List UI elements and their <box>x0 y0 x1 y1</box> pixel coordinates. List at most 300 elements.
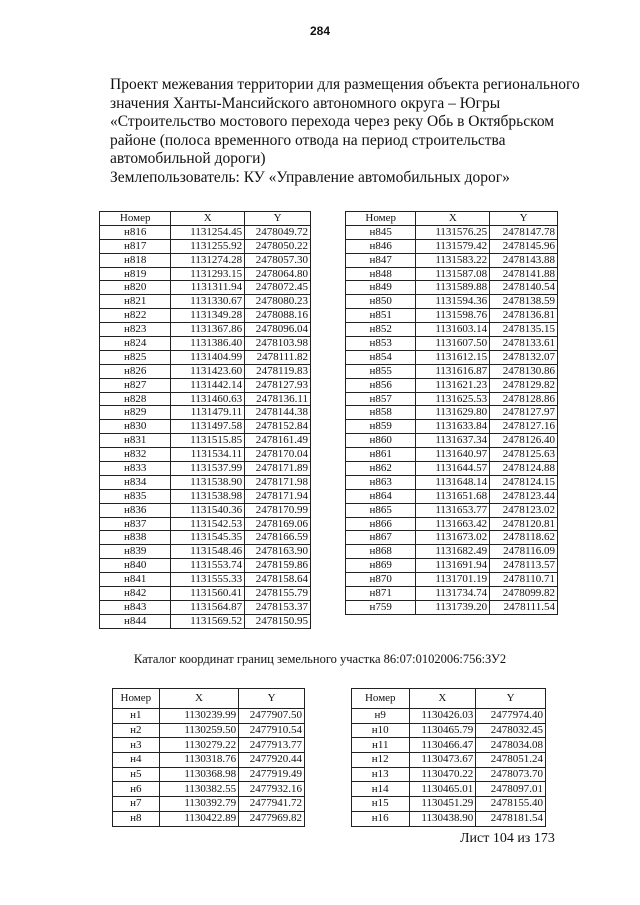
point-number: н14 <box>352 782 410 797</box>
y-coordinate: 2478181.54 <box>476 811 546 826</box>
header-line: значения Ханты-Мансийского автономного округа – Югры <box>110 94 501 112</box>
y-coordinate: 2478140.54 <box>490 281 558 295</box>
column-header-y: Y <box>245 212 311 226</box>
table-row <box>100 462 311 476</box>
table-row <box>346 392 558 406</box>
table-row <box>100 600 311 614</box>
x-coordinate: 1131255.92 <box>171 239 245 253</box>
table-row <box>100 337 311 351</box>
point-number: н820 <box>100 281 171 295</box>
point-number: н833 <box>100 462 171 476</box>
point-number: н866 <box>346 517 416 531</box>
table-row <box>346 503 558 517</box>
x-coordinate: 1131673.02 <box>416 531 490 545</box>
y-coordinate: 2477913.77 <box>239 738 305 753</box>
point-number: н821 <box>100 295 171 309</box>
point-number: н819 <box>100 267 171 281</box>
point-number: н7 <box>113 797 160 812</box>
y-coordinate: 2478129.82 <box>490 378 558 392</box>
table-row <box>346 489 558 503</box>
point-number: н861 <box>346 448 416 462</box>
y-coordinate: 2478144.38 <box>245 406 311 420</box>
table-row <box>100 378 311 392</box>
point-number: н840 <box>100 559 171 573</box>
point-number: н823 <box>100 323 171 337</box>
table-row <box>113 782 305 797</box>
x-coordinate: 1131640.97 <box>416 448 490 462</box>
column-header-x: X <box>159 689 239 709</box>
y-coordinate: 2478171.94 <box>245 489 311 503</box>
coordinates-table-2-right <box>351 688 546 827</box>
x-coordinate: 1131589.88 <box>416 281 490 295</box>
table-row <box>346 309 558 323</box>
x-coordinate: 1131545.35 <box>171 531 245 545</box>
table-row <box>113 797 305 812</box>
table-row <box>100 448 311 462</box>
point-number: н822 <box>100 309 171 323</box>
x-coordinate: 1131583.22 <box>416 253 490 267</box>
point-number: н10 <box>352 723 410 738</box>
point-number: н835 <box>100 489 171 503</box>
y-coordinate: 2478128.86 <box>490 392 558 406</box>
column-header-x: X <box>171 212 245 226</box>
x-coordinate: 1131637.34 <box>416 434 490 448</box>
point-number: н847 <box>346 253 416 267</box>
column-header-x: X <box>409 689 476 709</box>
table-row <box>113 767 305 782</box>
point-number: н9 <box>352 709 410 724</box>
point-number: н3 <box>113 738 160 753</box>
table-row <box>346 267 558 281</box>
y-coordinate: 2478158.64 <box>245 573 311 587</box>
table-row <box>100 309 311 323</box>
table-row <box>346 378 558 392</box>
y-coordinate: 2478103.98 <box>245 337 311 351</box>
y-coordinate: 2478170.99 <box>245 503 311 517</box>
point-number: н834 <box>100 475 171 489</box>
y-coordinate: 2478132.07 <box>490 350 558 364</box>
y-coordinate: 2478120.81 <box>490 517 558 531</box>
y-coordinate: 2478147.78 <box>490 225 558 239</box>
x-coordinate: 1131540.36 <box>171 503 245 517</box>
x-coordinate: 1130259.50 <box>159 723 239 738</box>
y-coordinate: 2477907.50 <box>239 709 305 724</box>
table-caption: Каталог координат границ земельного участка 86:07:0102006:756:ЗУ2 <box>133 652 507 666</box>
x-coordinate: 1131651.68 <box>416 489 490 503</box>
table-row <box>113 811 305 826</box>
y-coordinate: 2478116.09 <box>490 545 558 559</box>
y-coordinate: 2478111.54 <box>490 600 558 614</box>
x-coordinate: 1130368.98 <box>159 767 239 782</box>
point-number: н11 <box>352 738 410 753</box>
point-number: н830 <box>100 420 171 434</box>
y-coordinate: 2478049.72 <box>245 225 311 239</box>
y-coordinate: 2477920.44 <box>239 753 305 768</box>
column-header-number: Номер <box>113 689 160 709</box>
page-number: 284 <box>309 24 331 38</box>
coordinates-table-1-right <box>345 211 558 615</box>
y-coordinate: 2478123.02 <box>490 503 558 517</box>
header-line: «Строительство мостового перехода через реку Обь в Октябрьском <box>110 113 555 131</box>
y-coordinate: 2478124.88 <box>490 462 558 476</box>
y-coordinate: 2478096.04 <box>245 323 311 337</box>
point-number: н832 <box>100 448 171 462</box>
y-coordinate: 2478153.37 <box>245 600 311 614</box>
table-row <box>100 475 311 489</box>
table-row <box>113 753 305 768</box>
y-coordinate: 2478126.40 <box>490 434 558 448</box>
header-line: районе (полоса временного отвода на период строительства <box>110 131 506 149</box>
x-coordinate: 1130279.22 <box>159 738 239 753</box>
table-row <box>346 295 558 309</box>
point-number: н2 <box>113 723 160 738</box>
x-coordinate: 1131734.74 <box>416 587 490 601</box>
table-row <box>100 573 311 587</box>
table-row <box>100 225 311 239</box>
point-number: н867 <box>346 531 416 545</box>
x-coordinate: 1131603.14 <box>416 323 490 337</box>
y-coordinate: 2478163.90 <box>245 545 311 559</box>
point-number: н860 <box>346 434 416 448</box>
x-coordinate: 1130426.03 <box>409 709 476 724</box>
x-coordinate: 1131579.42 <box>416 239 490 253</box>
point-number: н828 <box>100 392 171 406</box>
table-row <box>346 350 558 364</box>
point-number: н863 <box>346 475 416 489</box>
table-row <box>352 782 546 797</box>
point-number: н826 <box>100 364 171 378</box>
y-coordinate: 2478170.04 <box>245 448 311 462</box>
point-number: н6 <box>113 782 160 797</box>
y-coordinate: 2478032.45 <box>476 723 546 738</box>
table-row <box>346 281 558 295</box>
table-row <box>100 239 311 253</box>
y-coordinate: 2478152.84 <box>245 420 311 434</box>
y-coordinate: 2478057.30 <box>245 253 311 267</box>
table-row <box>113 709 305 724</box>
table-row <box>100 350 311 364</box>
table-row <box>100 420 311 434</box>
table-row <box>100 323 311 337</box>
y-coordinate: 2478080.23 <box>245 295 311 309</box>
x-coordinate: 1131616.87 <box>416 364 490 378</box>
x-coordinate: 1131537.99 <box>171 462 245 476</box>
point-number: н4 <box>113 753 160 768</box>
y-coordinate: 2478127.97 <box>490 406 558 420</box>
y-coordinate: 2478136.81 <box>490 309 558 323</box>
point-number: н12 <box>352 753 410 768</box>
y-coordinate: 2478161.49 <box>245 434 311 448</box>
y-coordinate: 2477932.16 <box>239 782 305 797</box>
table-row <box>113 738 305 753</box>
table-row <box>100 392 311 406</box>
table-row <box>346 545 558 559</box>
table-row <box>346 225 558 239</box>
y-coordinate: 2477919.49 <box>239 767 305 782</box>
table-row <box>346 559 558 573</box>
x-coordinate: 1131555.33 <box>171 573 245 587</box>
table-row <box>100 364 311 378</box>
point-number: н864 <box>346 489 416 503</box>
y-coordinate: 2477941.72 <box>239 797 305 812</box>
x-coordinate: 1131598.76 <box>416 309 490 323</box>
x-coordinate: 1131739.20 <box>416 600 490 614</box>
table-row <box>100 559 311 573</box>
y-coordinate: 2478111.82 <box>245 350 311 364</box>
point-number: н16 <box>352 811 410 826</box>
y-coordinate: 2478099.82 <box>490 587 558 601</box>
table-row <box>100 489 311 503</box>
y-coordinate: 2478169.06 <box>245 517 311 531</box>
x-coordinate: 1131423.60 <box>171 364 245 378</box>
point-number: н759 <box>346 600 416 614</box>
header-line: Проект межевания территории для размещения объекта регионального <box>110 76 580 93</box>
x-coordinate: 1130422.89 <box>159 811 239 826</box>
point-number: н817 <box>100 239 171 253</box>
table-row <box>352 811 546 826</box>
y-coordinate: 2478088.16 <box>245 309 311 323</box>
x-coordinate: 1131701.19 <box>416 573 490 587</box>
point-number: н13 <box>352 767 410 782</box>
table-row <box>346 323 558 337</box>
table-row <box>352 723 546 738</box>
x-coordinate: 1131404.99 <box>171 350 245 364</box>
point-number: н857 <box>346 392 416 406</box>
table-row <box>346 253 558 267</box>
table-row <box>346 239 558 253</box>
x-coordinate: 1131644.57 <box>416 462 490 476</box>
y-coordinate: 2478171.98 <box>245 475 311 489</box>
table-row <box>100 517 311 531</box>
x-coordinate: 1131330.67 <box>171 295 245 309</box>
x-coordinate: 1131564.87 <box>171 600 245 614</box>
table-row <box>346 573 558 587</box>
table-row <box>346 364 558 378</box>
x-coordinate: 1131274.28 <box>171 253 245 267</box>
table-row <box>352 738 546 753</box>
y-coordinate: 2478034.08 <box>476 738 546 753</box>
table-row <box>100 587 311 601</box>
y-coordinate: 2477969.82 <box>239 811 305 826</box>
x-coordinate: 1130392.79 <box>159 797 239 812</box>
table-row <box>346 406 558 420</box>
y-coordinate: 2478073.70 <box>476 767 546 782</box>
x-coordinate: 1131311.94 <box>171 281 245 295</box>
y-coordinate: 2478145.96 <box>490 239 558 253</box>
point-number: н865 <box>346 503 416 517</box>
point-number: н836 <box>100 503 171 517</box>
point-number: н852 <box>346 323 416 337</box>
x-coordinate: 1130473.67 <box>409 753 476 768</box>
x-coordinate: 1130465.01 <box>409 782 476 797</box>
column-header-number: Номер <box>352 689 410 709</box>
x-coordinate: 1131479.11 <box>171 406 245 420</box>
y-coordinate: 2478135.15 <box>490 323 558 337</box>
x-coordinate: 1131515.85 <box>171 434 245 448</box>
x-coordinate: 1131534.11 <box>171 448 245 462</box>
table-row <box>100 434 311 448</box>
x-coordinate: 1131548.46 <box>171 545 245 559</box>
table-row <box>346 337 558 351</box>
table-row <box>346 600 558 614</box>
point-number: н842 <box>100 587 171 601</box>
point-number: н849 <box>346 281 416 295</box>
x-coordinate: 1131663.42 <box>416 517 490 531</box>
x-coordinate: 1131587.08 <box>416 267 490 281</box>
document-header <box>110 76 580 188</box>
y-coordinate: 2478159.86 <box>245 559 311 573</box>
point-number: н839 <box>100 545 171 559</box>
point-number: н855 <box>346 364 416 378</box>
x-coordinate: 1131560.41 <box>171 587 245 601</box>
table-row <box>346 587 558 601</box>
x-coordinate: 1131497.58 <box>171 420 245 434</box>
table-row <box>100 253 311 267</box>
point-number: н858 <box>346 406 416 420</box>
table-row <box>352 753 546 768</box>
point-number: н848 <box>346 267 416 281</box>
table-row <box>100 406 311 420</box>
point-number: н816 <box>100 225 171 239</box>
x-coordinate: 1131553.74 <box>171 559 245 573</box>
x-coordinate: 1130466.47 <box>409 738 476 753</box>
point-number: н846 <box>346 239 416 253</box>
y-coordinate: 2478097.01 <box>476 782 546 797</box>
x-coordinate: 1130451.29 <box>409 797 476 812</box>
point-number: н856 <box>346 378 416 392</box>
y-coordinate: 2478136.11 <box>245 392 311 406</box>
x-coordinate: 1131542.53 <box>171 517 245 531</box>
x-coordinate: 1131612.15 <box>416 350 490 364</box>
x-coordinate: 1130465.79 <box>409 723 476 738</box>
x-coordinate: 1131633.84 <box>416 420 490 434</box>
table-row <box>346 475 558 489</box>
point-number: н851 <box>346 309 416 323</box>
y-coordinate: 2478155.79 <box>245 587 311 601</box>
column-header-y: Y <box>239 689 305 709</box>
y-coordinate: 2478064.80 <box>245 267 311 281</box>
y-coordinate: 2478050.22 <box>245 239 311 253</box>
table-row <box>352 767 546 782</box>
sheet-counter: Лист 104 из 173 <box>460 831 555 846</box>
y-coordinate: 2478051.24 <box>476 753 546 768</box>
y-coordinate: 2478119.83 <box>245 364 311 378</box>
point-number: н825 <box>100 350 171 364</box>
x-coordinate: 1131625.53 <box>416 392 490 406</box>
header-line: Землепользователь: КУ «Управление автомобильных дорог» <box>110 168 510 186</box>
point-number: н15 <box>352 797 410 812</box>
column-header-y: Y <box>476 689 546 709</box>
table-row <box>100 281 311 295</box>
point-number: н850 <box>346 295 416 309</box>
x-coordinate: 1131254.45 <box>171 225 245 239</box>
y-coordinate: 2478133.61 <box>490 337 558 351</box>
point-number: н845 <box>346 225 416 239</box>
y-coordinate: 2477910.54 <box>239 723 305 738</box>
table-row <box>113 723 305 738</box>
point-number: н844 <box>100 614 171 628</box>
x-coordinate: 1131682.49 <box>416 545 490 559</box>
y-coordinate: 2478118.62 <box>490 531 558 545</box>
x-coordinate: 1131621.23 <box>416 378 490 392</box>
x-coordinate: 1130470.22 <box>409 767 476 782</box>
x-coordinate: 1130438.90 <box>409 811 476 826</box>
x-coordinate: 1130382.55 <box>159 782 239 797</box>
point-number: н853 <box>346 337 416 351</box>
point-number: н838 <box>100 531 171 545</box>
y-coordinate: 2478127.93 <box>245 378 311 392</box>
point-number: н870 <box>346 573 416 587</box>
y-coordinate: 2478124.15 <box>490 475 558 489</box>
x-coordinate: 1131569.52 <box>171 614 245 628</box>
x-coordinate: 1131538.98 <box>171 489 245 503</box>
coordinates-table-1-left <box>99 211 311 629</box>
x-coordinate: 1131442.14 <box>171 378 245 392</box>
x-coordinate: 1131691.94 <box>416 559 490 573</box>
y-coordinate: 2478143.88 <box>490 253 558 267</box>
point-number: н827 <box>100 378 171 392</box>
point-number: н843 <box>100 600 171 614</box>
x-coordinate: 1131538.90 <box>171 475 245 489</box>
point-number: н829 <box>100 406 171 420</box>
x-coordinate: 1131576.25 <box>416 225 490 239</box>
y-coordinate: 2478138.59 <box>490 295 558 309</box>
y-coordinate: 2478110.71 <box>490 573 558 587</box>
y-coordinate: 2478141.88 <box>490 267 558 281</box>
table-row <box>100 503 311 517</box>
point-number: н837 <box>100 517 171 531</box>
x-coordinate: 1130239.99 <box>159 709 239 724</box>
x-coordinate: 1131653.77 <box>416 503 490 517</box>
point-number: н5 <box>113 767 160 782</box>
point-number: н871 <box>346 587 416 601</box>
y-coordinate: 2478113.57 <box>490 559 558 573</box>
x-coordinate: 1131367.86 <box>171 323 245 337</box>
point-number: н818 <box>100 253 171 267</box>
table-row <box>346 420 558 434</box>
table-row <box>352 797 546 812</box>
y-coordinate: 2478150.95 <box>245 614 311 628</box>
table-row <box>352 709 546 724</box>
point-number: н1 <box>113 709 160 724</box>
column-header-y: Y <box>490 212 558 226</box>
y-coordinate: 2478171.89 <box>245 462 311 476</box>
point-number: н859 <box>346 420 416 434</box>
point-number: н869 <box>346 559 416 573</box>
x-coordinate: 1131607.50 <box>416 337 490 351</box>
y-coordinate: 2478155.40 <box>476 797 546 812</box>
table-row <box>346 462 558 476</box>
y-coordinate: 2478166.59 <box>245 531 311 545</box>
point-number: н862 <box>346 462 416 476</box>
point-number: н868 <box>346 545 416 559</box>
table-row <box>100 531 311 545</box>
table-row <box>346 531 558 545</box>
y-coordinate: 2478125.63 <box>490 448 558 462</box>
point-number: н841 <box>100 573 171 587</box>
point-number: н854 <box>346 350 416 364</box>
table-row <box>100 545 311 559</box>
column-header-number: Номер <box>346 212 416 226</box>
point-number: н8 <box>113 811 160 826</box>
x-coordinate: 1131293.15 <box>171 267 245 281</box>
table-row <box>100 295 311 309</box>
table-row <box>100 267 311 281</box>
y-coordinate: 2478127.16 <box>490 420 558 434</box>
point-number: н831 <box>100 434 171 448</box>
x-coordinate: 1131629.80 <box>416 406 490 420</box>
y-coordinate: 2478123.44 <box>490 489 558 503</box>
